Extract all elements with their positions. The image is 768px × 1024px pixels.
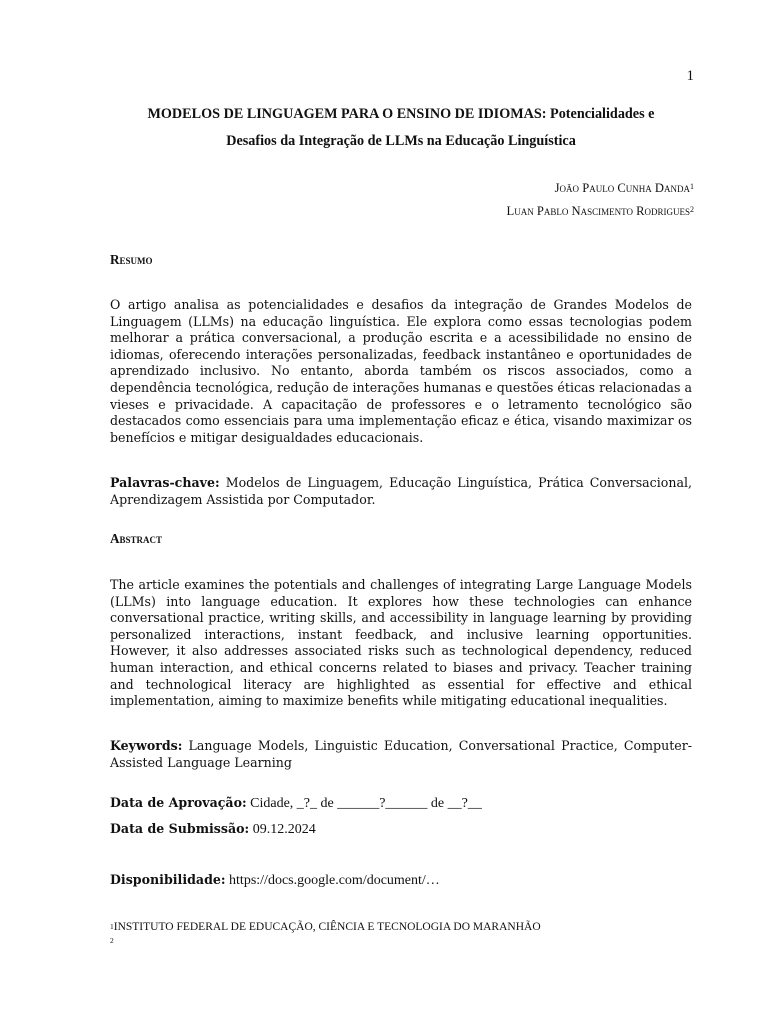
data-aprovacao bbox=[110, 794, 692, 812]
palavras-chave-label: Palavras-chave: bbox=[110, 475, 220, 490]
data-aprovacao-value: Cidade, _?_ de ______?______ de __?__ bbox=[246, 796, 482, 811]
disponibilidade bbox=[110, 871, 692, 889]
keywords-text: Language Models, Linguistic Education, Conversational Practice, Computer-Assisted Language Learning bbox=[110, 738, 692, 770]
data-submissao bbox=[110, 820, 692, 838]
page-number: 1 bbox=[686, 68, 694, 84]
footnote-1: $^1$INSTITUTO FEDERAL DE EDUCAÇÃO, CIÊNCIA E TECNOLOGIA DO MARANHÃO bbox=[110, 921, 541, 933]
author-2-footnote-mark: 2 bbox=[690, 205, 694, 214]
author-2: Luan Pablo Nascimento Rodrigues$^2$ bbox=[506, 204, 694, 218]
title-subtitle-line1: Potencialidades e bbox=[546, 106, 655, 122]
palavras-chave-text: Modelos de Linguagem, Educação Linguística, Prática Conversacional, Aprendizagem Assistida por Computador. bbox=[110, 475, 692, 507]
data-aprovacao-label: Data de Aprovação: bbox=[110, 795, 247, 810]
footnote-2: 2 bbox=[110, 936, 114, 945]
paper-title bbox=[110, 101, 692, 155]
disponibilidade-label: Disponibilidade: bbox=[110, 872, 226, 887]
author-list bbox=[507, 177, 694, 223]
title-main: MODELOS DE LINGUAGEM PARA O ENSINO DE IDIOMAS: bbox=[147, 106, 547, 122]
footnotes bbox=[110, 920, 692, 948]
data-submissao-label: Data de Submissão: bbox=[110, 821, 250, 836]
resumo-heading: Resumo bbox=[110, 252, 153, 267]
title-subtitle-line2: Desafios da Integração de LLMs na Educação Linguística bbox=[226, 133, 576, 149]
resumo-text: O artigo analisa as potencialidades e desafios da integração de Grandes Modelos de Linguagem (LLMs) na educação linguística. Ele explora como essas tecnologias podem melhorar a prática conversacional, a produção escrita e a acessibilidade no ensino de idiomas, oferecendo interações personalizadas, feedback instantâneo e oportunidades de aprendizado inclusivo. No entanto, aborda também os riscos associados, como a dependência tecnológica, redução de interações humanas e questões éticas relacionadas a vieses e privacidade. A capacitação de professores e o letramento tecnológico são destacados como essenciais para uma implementação eficaz e ética, visando maximizar os benefícios e mitigar desigualdades educacionais. bbox=[110, 297, 692, 445]
abstract-text: The article examines the potentials and challenges of integrating Large Language Models (LLMs) into language education. It explores how these technologies can enhance conversational practice, writing skills, and accessibility in language learning by providing personalized interactions, instant feedback, and inclusive learning opportunities. However, it also addresses associated risks such as technological dependency, reduced human interaction, and ethical concerns related to biases and privacy. Teacher training and technological literacy are highlighted as essential for effective and ethical implementation, aiming to maximize benefits while mitigating educational inequalities. bbox=[110, 577, 692, 709]
keywords-label: Keywords: bbox=[110, 738, 183, 753]
disponibilidade-link[interactable]: https://docs.google.com/document/… bbox=[225, 873, 440, 888]
palavras-chave bbox=[110, 474, 692, 508]
author-1: João Paulo Cunha Danda$^1$ bbox=[554, 181, 694, 195]
abstract-heading: Abstract bbox=[110, 531, 163, 546]
data-submissao-value: 09.12.2024 bbox=[249, 822, 316, 837]
keywords bbox=[110, 737, 692, 771]
author-1-footnote-mark: 1 bbox=[690, 182, 694, 191]
